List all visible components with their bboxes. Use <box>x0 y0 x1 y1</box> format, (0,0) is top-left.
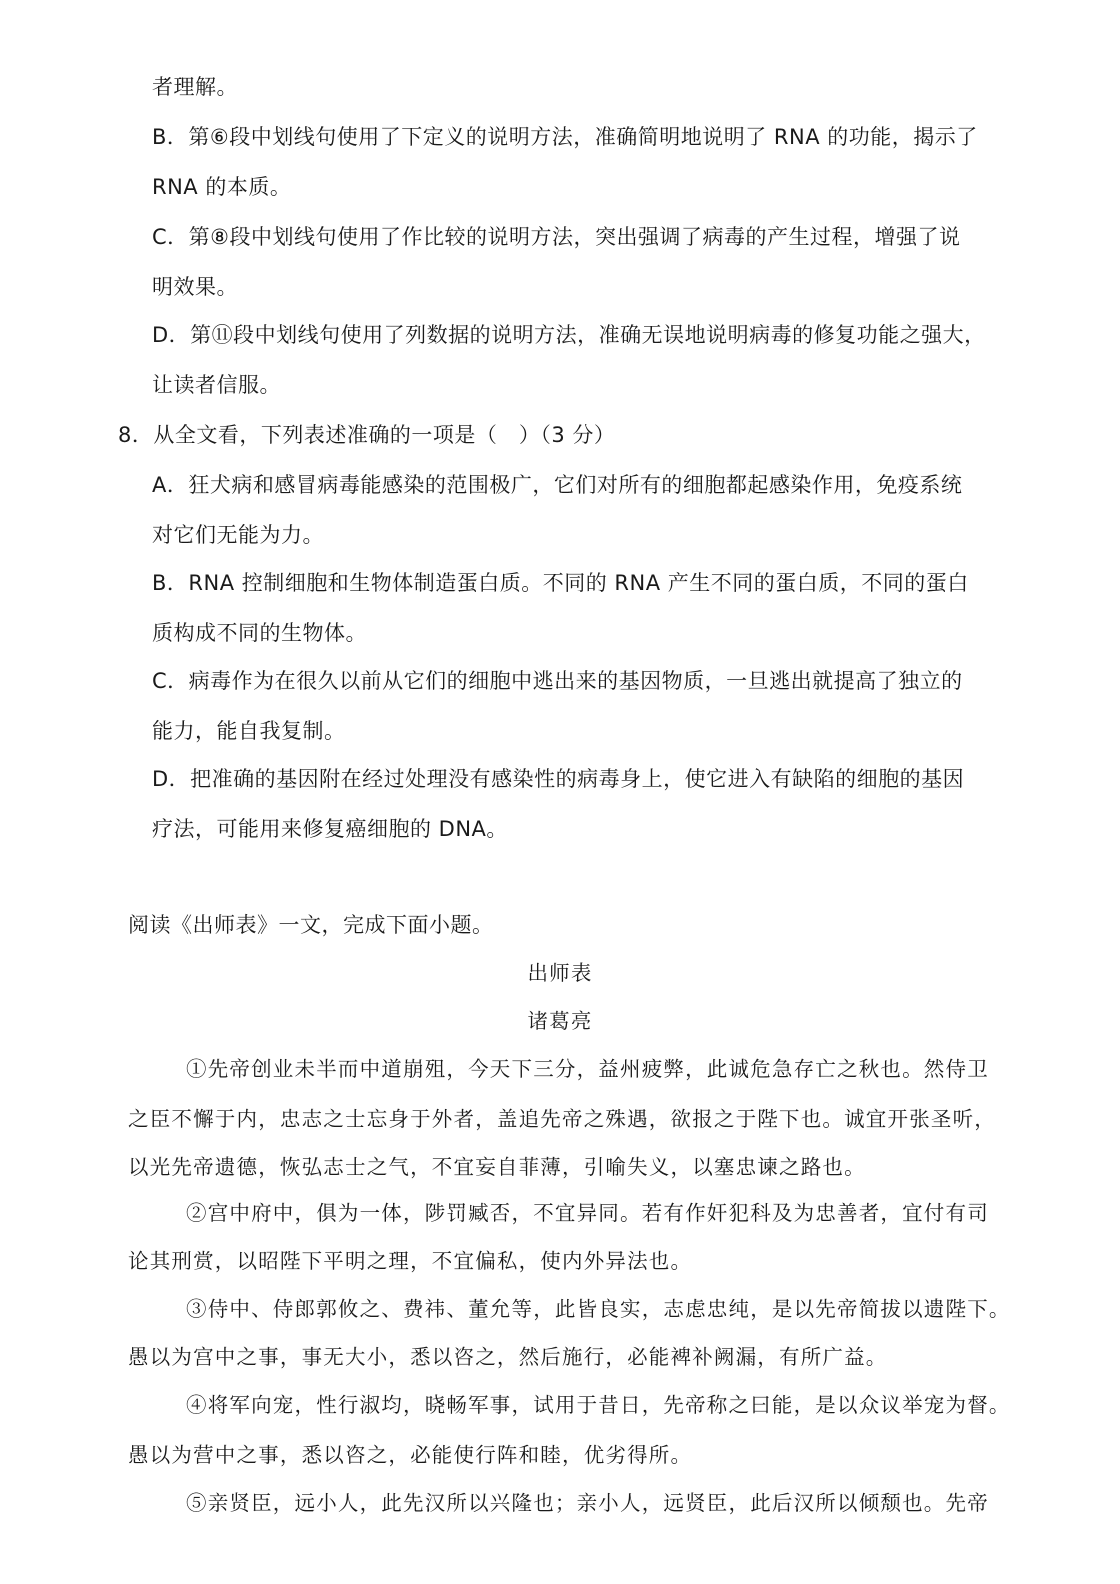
passage-title: 出师表 <box>527 961 593 985</box>
passage-p3-line1: ③侍中、侍郎郭攸之、费祎、董允等，此皆良实，志虑忠纯，是以先帝简拔以遗陛下。 <box>186 1297 1011 1321</box>
q8-option-a-line2: 对它们无能为力。 <box>152 523 324 547</box>
passage-p4-line2: 愚以为营中之事，悉以咨之，必能使行阵和睦，优劣得所。 <box>128 1443 693 1467</box>
q8-option-b-line2: 质构成不同的生物体。 <box>152 621 367 645</box>
q7-option-c-line1: C．第⑧段中划线句使用了作比较的说明方法，突出强调了病毒的产生过程，增强了说 <box>152 225 961 249</box>
q7-option-b-line1: B．第⑥段中划线句使用了下定义的说明方法，准确简明地说明了 RNA 的功能，揭示了 <box>152 125 978 149</box>
q8-stem: 8．从全文看，下列表述准确的一项是（ ）（3 分） <box>118 423 616 447</box>
q8-option-b-line1: B．RNA 控制细胞和生物体制造蛋白质。不同的 RNA 产生不同的蛋白质，不同的蛋白 <box>152 571 969 595</box>
q7-option-d-line2: 让读者信服。 <box>152 373 281 397</box>
q7-option-c-line2: 明效果。 <box>152 275 238 299</box>
q7-option-b-line2: RNA 的本质。 <box>152 175 292 199</box>
q8-option-d-line1: D．把准确的基因附在经过处理没有感染性的病毒身上，使它进入有缺陷的细胞的基因 <box>152 767 965 791</box>
passage-p1-line1: ①先帝创业未半而中道崩殂，今天下三分，益州疲弊，此诚危急存亡之秋也。然侍卫 <box>186 1057 989 1081</box>
q8-option-a-line1: A．狂犬病和感冒病毒能感染的范围极广，它们对所有的细胞都起感染作用，免疫系统 <box>152 473 963 497</box>
passage-author: 诸葛亮 <box>527 1009 593 1033</box>
q8-option-d-line2: 疗法，可能用来修复癌细胞的 DNA。 <box>152 817 508 841</box>
passage-p1-line2: 之臣不懈于内，忠志之士忘身于外者，盖追先帝之殊遇，欲报之于陛下也。诚宜开张圣听， <box>128 1107 996 1131</box>
passage-p4-line1: ④将军向宠，性行淑均，晓畅军事，试用于昔日，先帝称之曰能，是以众议举宠为督。 <box>186 1393 1011 1417</box>
passage-p5-line1: ⑤亲贤臣，远小人，此先汉所以兴隆也；亲小人，远贤臣，此后汉所以倾颓也。先帝 <box>186 1491 989 1515</box>
passage-p2-line1: ②宫中府中，俱为一体，陟罚臧否，不宜异同。若有作奸犯科及为忠善者，宜付有司 <box>186 1201 989 1225</box>
passage-p3-line2: 愚以为宫中之事，事无大小，悉以咨之，然后施行，必能裨补阙漏，有所广益。 <box>128 1345 888 1369</box>
q8-option-c-line2: 能力，能自我复制。 <box>152 719 346 743</box>
q8-option-c-line1: C．病毒作为在很久以前从它们的细胞中逃出来的基因物质，一旦逃出就提高了独立的 <box>152 669 963 693</box>
reading-intro: 阅读《出师表》一文，完成下面小题。 <box>128 913 494 937</box>
q7-option-a-continuation: 者理解。 <box>152 75 238 99</box>
passage-p2-line2: 论其刑赏，以昭陛下平明之理，不宜偏私，使内外异法也。 <box>128 1249 693 1273</box>
q7-option-d-line1: D．第⑪段中划线句使用了列数据的说明方法，准确无误地说明病毒的修复功能之强大， <box>152 323 986 347</box>
passage-p1-line3: 以光先帝遗德，恢弘志士之气，不宜妄自菲薄，引喻失义，以塞忠谏之路也。 <box>128 1155 866 1179</box>
